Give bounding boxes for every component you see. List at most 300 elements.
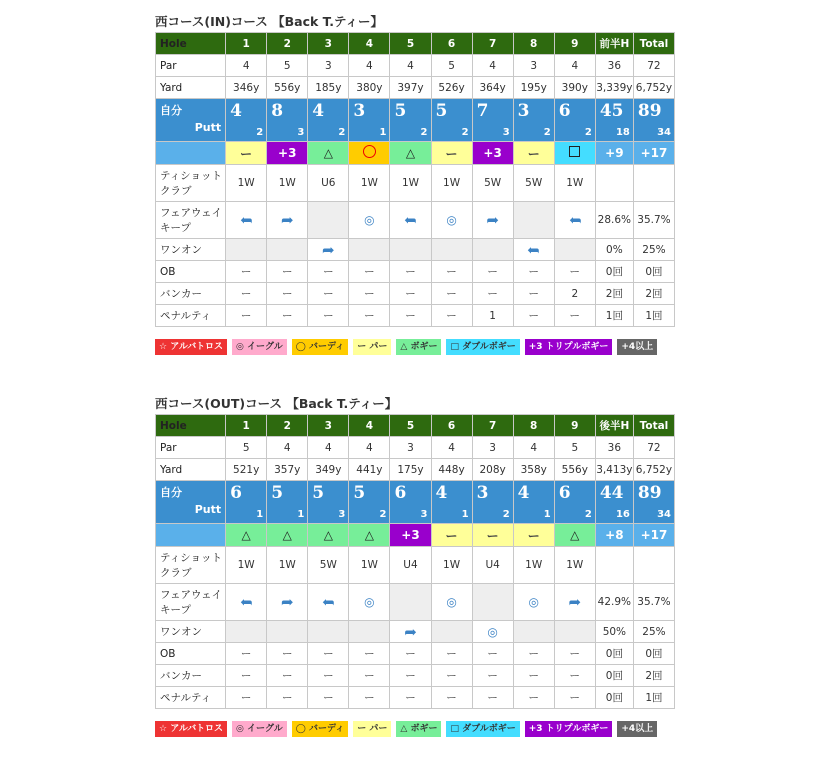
yard-value: 349y [308,459,349,481]
result-row [156,142,675,165]
legend [155,339,675,355]
result-birdie [349,142,390,165]
legend-item: +4以上 [617,339,657,355]
one-on-cell [431,621,472,643]
one-on-label: ワンオン [156,621,226,643]
result-bogey [226,524,267,547]
stroke-count: 6 [558,101,571,121]
penalty-total: 1回 [633,687,674,709]
section-title: 西コース(IN)コース 【Back T.ティー】 [155,14,384,29]
yard-value: 208y [472,459,513,481]
yard-value: 448y [431,459,472,481]
one-on-cell [390,239,431,261]
par-value: 5 [554,437,595,459]
hole-score [308,99,349,142]
one-on-cell [349,239,390,261]
legend-item: +4以上 [617,721,657,737]
stroke-count: 6 [558,483,571,503]
par-value: 4 [308,437,349,459]
double-circle-icon: ◎ [528,595,539,609]
legend-item: +3 トリプルボギー [525,721,613,737]
yard-value: 195y [513,77,554,99]
ob-total: 0回 [633,261,674,283]
yard-value: 175y [390,459,431,481]
score-label: 自分 [160,486,182,499]
bunker-half: 0回 [595,665,633,687]
fairway-cell [308,584,349,621]
double-circle-icon: ◎ [487,624,498,639]
right-arrow-icon: ➦ [322,240,335,259]
result-mark: △ [323,528,333,542]
ob-value: ー [226,261,267,283]
hole-number: 8 [513,415,554,437]
one-on-label: ワンオン [156,239,226,261]
hole-score [267,99,308,142]
fairway-cell [431,202,472,239]
ob-value: ー [349,261,390,283]
result-par [513,524,554,547]
legend-item: ◯ バーディ [292,721,349,737]
bunker-value: ー [349,283,390,305]
bunker-value: ー [431,283,472,305]
result-triple [267,142,308,165]
tee-club: 1W [513,547,554,584]
scorecard-out [155,394,675,737]
hole-score [554,481,595,524]
scorecard-table [155,414,675,709]
hole-number: 7 [472,415,513,437]
fairway-cell [554,202,595,239]
par-value: 4 [513,437,554,459]
hole-header: Hole [156,33,226,55]
tee-club: 1W [349,547,390,584]
one-on-total: 25% [633,621,674,643]
par-half: 36 [595,55,633,77]
fairway-cell [226,202,267,239]
hole-number: 5 [390,33,431,55]
penalty-value: ー [308,687,349,709]
double-circle-icon: ◎ [364,595,375,609]
result-mark: ー [527,146,540,161]
penalty-value: ー [267,687,308,709]
result-mark: +3 [278,146,297,160]
fairway-label: フェアウェイ キープ [156,584,226,621]
tee-club: 1W [431,547,472,584]
penalty-value: ー [513,687,554,709]
tee-club: 1W [226,165,267,202]
bunker-value: ー [226,283,267,305]
stroke-count: 5 [312,483,325,503]
ob-value: ー [390,643,431,665]
one-on-cell [472,239,513,261]
yard-half: 3,413y [595,459,633,481]
penalty-value: ー [554,305,595,327]
result-par [472,524,513,547]
penalty-value: ー [390,305,431,327]
penalty-label: ペナルティ [156,305,226,327]
one-on-cell [308,621,349,643]
one-on-total: 25% [633,239,674,261]
result-total: +17 [633,142,674,165]
left-arrow-icon: ➦ [404,211,417,229]
par-value: 4 [349,437,390,459]
legend-item: ◎ イーグル [232,339,287,355]
putt-count: 1 [543,509,551,520]
one-on-row [156,239,675,261]
half-header: 後半H [595,415,633,437]
bunker-value: ー [267,283,308,305]
ob-value: ー [472,261,513,283]
tee-club-row [156,547,675,584]
stroke-count: 4 [435,483,448,503]
hole-score [308,481,349,524]
ob-total: 0回 [633,643,674,665]
result-bogey [308,524,349,547]
stroke-count: 45 [599,101,624,121]
ob-value: ー [308,261,349,283]
fairway-cell [226,584,267,621]
ob-label: OB [156,643,226,665]
penalty-row [156,687,675,709]
result-bogey [390,142,431,165]
stroke-count: 5 [353,483,366,503]
penalty-half: 1回 [595,305,633,327]
total-header: Total [633,33,674,55]
bunker-value: ー [390,665,431,687]
hole-number: 2 [267,33,308,55]
par-label: Par [156,437,226,459]
par-value: 4 [554,55,595,77]
par-total: 72 [633,55,674,77]
hole-score [390,481,431,524]
yard-value: 364y [472,77,513,99]
yard-total: 6,752y [633,459,674,481]
hole-score [431,481,472,524]
bunker-value: ー [431,665,472,687]
hole-score [226,481,267,524]
putt-count: 1 [297,509,305,520]
yard-value: 380y [349,77,390,99]
hole-number: 4 [349,415,390,437]
tee-club: 1W [431,165,472,202]
result-mark: +3 [483,146,502,160]
tee-club: 1W [267,165,308,202]
bunker-value: ー [472,283,513,305]
ob-value: ー [513,643,554,665]
penalty-value: ー [513,305,554,327]
score-row [156,481,675,524]
result-bogey [349,524,390,547]
score-row [156,99,675,142]
tee-half [595,165,633,202]
one-on-cell [513,621,554,643]
putt-label: Putt [194,503,222,516]
ob-value: ー [308,643,349,665]
fairway-total: 35.7% [633,202,674,239]
one-on-cell [226,239,267,261]
par-value: 4 [390,55,431,77]
result-half: +9 [595,142,633,165]
fairway-cell [554,584,595,621]
penalty-value: ー [349,305,390,327]
fairway-total: 35.7% [633,584,674,621]
scorecard-table [155,32,675,327]
hole-score [390,99,431,142]
yard-value: 521y [226,459,267,481]
hole-number: 3 [308,415,349,437]
yard-value: 556y [267,77,308,99]
tee-club: 5W [308,547,349,584]
tee-club: U4 [472,547,513,584]
left-arrow-icon: ➦ [322,593,335,611]
stroke-count: 6 [394,483,407,503]
par-row [156,437,675,459]
bunker-value: 2 [554,283,595,305]
legend-item: ☆ アルバトロス [155,339,227,355]
yard-half: 3,339y [595,77,633,99]
ob-half: 0回 [595,643,633,665]
putt-count: 2 [584,509,592,520]
putt-count: 2 [543,127,551,138]
total-score [633,99,674,142]
penalty-value: ー [226,687,267,709]
total-score [633,481,674,524]
fairway-cell [267,202,308,239]
putt-count: 3 [297,127,305,138]
one-on-half: 0% [595,239,633,261]
fairway-cell [513,584,554,621]
yard-value: 556y [554,459,595,481]
hole-number: 2 [267,415,308,437]
half-score [595,481,633,524]
bunker-label: バンカー [156,283,226,305]
legend-item: ◎ イーグル [232,721,287,737]
par-value: 5 [431,55,472,77]
putt-count: 34 [657,127,671,138]
fairway-cell [267,584,308,621]
hole-score [472,99,513,142]
stroke-count: 4 [517,483,530,503]
putt-count: 3 [502,127,510,138]
result-label-cell [156,142,226,165]
tee-half [595,547,633,584]
par-value: 4 [267,437,308,459]
penalty-value: ー [431,305,472,327]
legend-item: △ ボギー [396,339,441,355]
stroke-count: 4 [230,101,242,121]
hole-score [513,481,554,524]
result-bogey [308,142,349,165]
result-row [156,524,675,547]
par-row [156,55,675,77]
par-total: 72 [633,437,674,459]
yard-row [156,77,675,99]
hole-score [554,99,595,142]
stroke-count: 4 [312,101,325,121]
par-value: 5 [226,437,267,459]
header-row [156,33,675,55]
tee-club: 1W [267,547,308,584]
hole-score [431,99,472,142]
tee-club: U4 [390,547,431,584]
hole-header: Hole [156,415,226,437]
penalty-value: ー [472,687,513,709]
bunker-total: 2回 [633,283,674,305]
ob-value: ー [431,643,472,665]
penalty-value: ー [308,305,349,327]
result-mark: △ [241,528,251,542]
penalty-value: ー [554,687,595,709]
fairway-cell [513,202,554,239]
penalty-total: 1回 [633,305,674,327]
result-mark: ー [527,528,540,543]
hole-number: 9 [554,415,595,437]
left-arrow-icon: ➦ [568,211,582,229]
fairway-cell [431,584,472,621]
result-mark: △ [405,146,416,160]
putt-count: 1 [461,509,469,520]
penalty-value: ー [390,687,431,709]
result-mark: ー [486,528,499,543]
stroke-count: 8 [271,101,284,121]
fairway-cell [472,202,513,239]
one-on-cell [267,621,308,643]
bunker-row [156,283,675,305]
yard-label: Yard [156,459,226,481]
bunker-value: ー [267,665,308,687]
bunker-value: ー [226,665,267,687]
result-mark: △ [323,146,333,160]
stroke-count: 3 [353,101,366,121]
hole-number: 5 [390,415,431,437]
legend-item: ◯ バーディ [292,339,349,355]
one-on-row [156,621,675,643]
penalty-row [156,305,675,327]
header-row [156,415,675,437]
ob-value: ー [472,643,513,665]
hole-score [349,481,390,524]
bunker-half: 2回 [595,283,633,305]
legend-item: □ ダブルボギー [446,339,519,355]
hole-number: 3 [308,33,349,55]
bunker-value: ー [390,283,431,305]
penalty-value: ー [349,687,390,709]
double-circle-icon: ◎ [446,595,457,609]
fairway-label: フェアウェイ キープ [156,202,226,239]
stroke-count: 89 [637,483,662,503]
putt-count: 16 [615,509,630,520]
stroke-count: 7 [476,101,489,121]
bunker-row [156,665,675,687]
putt-count: 2 [461,127,469,138]
score-label: 自分 [160,104,182,117]
putt-label: Putt [194,121,222,134]
half-score [595,99,633,142]
stroke-count: 3 [517,101,530,121]
stroke-count: 6 [230,483,242,503]
tee-club-row [156,165,675,202]
hole-number: 1 [226,415,267,437]
left-arrow-icon: ➦ [239,593,253,611]
legend-item: +3 トリプルボギー [525,339,613,355]
fairway-cell [349,202,390,239]
yard-value: 397y [390,77,431,99]
putt-count: 34 [657,509,671,520]
hole-score [267,481,308,524]
yard-label: Yard [156,77,226,99]
ob-value: ー [267,261,308,283]
putt-count: 2 [584,127,592,138]
result-mark: △ [282,528,292,542]
one-on-cell [308,239,349,261]
putt-count: 18 [615,127,630,138]
tee-club: 1W [390,165,431,202]
one-on-cell [349,621,390,643]
stroke-count: 44 [599,483,624,503]
fairway-row [156,584,675,621]
fairway-cell [349,584,390,621]
legend-item: ☆ アルバトロス [155,721,227,737]
ob-value: ー [390,261,431,283]
tee-club: 5W [472,165,513,202]
yard-value: 526y [431,77,472,99]
right-arrow-icon: ➦ [486,211,499,229]
stroke-count: 5 [435,101,448,121]
fairway-cell [390,202,431,239]
ob-label: OB [156,261,226,283]
par-value: 4 [349,55,390,77]
hole-number: 1 [226,33,267,55]
result-mark: △ [570,528,580,542]
penalty-half: 0回 [595,687,633,709]
putt-count: 2 [256,127,264,138]
one-on-cell [554,621,595,643]
circle-icon [363,145,376,158]
result-par [431,142,472,165]
result-par [226,142,267,165]
legend-item: ー パー [353,721,391,737]
one-on-cell [472,621,513,643]
yard-value: 441y [349,459,390,481]
result-mark: +3 [401,528,420,542]
bunker-value: ー [554,665,595,687]
penalty-value: ー [226,305,267,327]
hole-number: 9 [554,33,595,55]
result-bogey [267,524,308,547]
result-mark: △ [364,528,375,542]
one-on-half: 50% [595,621,633,643]
par-value: 4 [431,437,472,459]
par-half: 36 [595,437,633,459]
result-triple [390,524,431,547]
one-on-cell [554,239,595,261]
bunker-value: ー [513,665,554,687]
hole-score [472,481,513,524]
result-mark: ー [445,146,458,161]
ob-half: 0回 [595,261,633,283]
hole-number: 7 [472,33,513,55]
tee-club: 5W [513,165,554,202]
result-double [554,142,595,165]
putt-count: 2 [379,509,387,520]
legend-item: ー パー [353,339,391,355]
ob-value: ー [267,643,308,665]
ob-row [156,261,675,283]
ob-row [156,643,675,665]
result-half: +8 [595,524,633,547]
fairway-cell [390,584,431,621]
yard-value: 346y [226,77,267,99]
